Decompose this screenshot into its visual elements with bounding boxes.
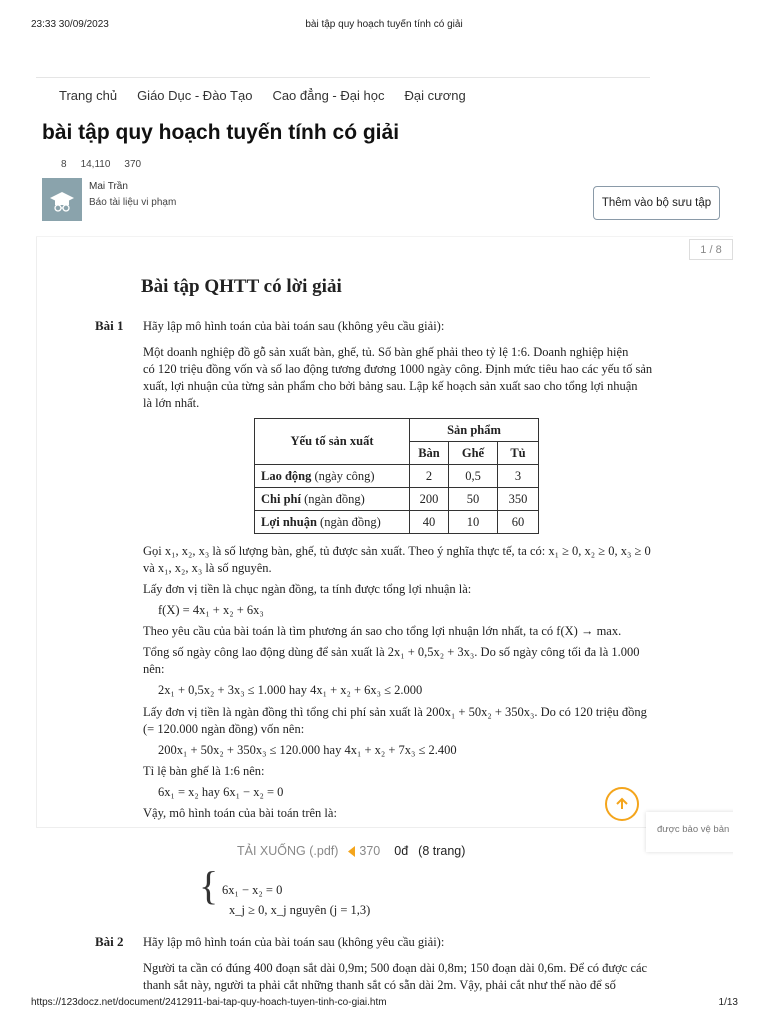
table-row: [255, 465, 539, 488]
print-page-title: bài tập quy hoạch tuyến tính có giải: [305, 19, 463, 30]
print-datetime: 23:33 30/09/2023: [31, 19, 109, 30]
author-name[interactable]: Mai Trần: [89, 181, 128, 192]
body-line: Lấy đơn vị tiền là chục ngàn đồng, ta tính được tổng lợi nhuận là:: [143, 582, 472, 596]
page-indicator: 1 / 8: [689, 239, 733, 260]
nav-college[interactable]: Cao đẳng - Đại học: [272, 88, 385, 103]
table-cell: 10: [449, 511, 498, 534]
table-cell: (ngàn đồng): [300, 491, 365, 506]
table-cell: Chi phí: [261, 491, 301, 506]
constraint-line: x_j ≥ 0, x_j nguyên (j = 1,3): [229, 903, 371, 917]
table-cell: Lợi nhuận: [261, 514, 317, 529]
paragraph-line: có 120 triệu đồng vốn và số lao động tương đương 1000 ngày công. Định mức tiêu hao các yếu tố sản: [143, 362, 653, 376]
table-cell: 3: [498, 465, 539, 488]
breadcrumb: [59, 88, 466, 103]
body-line: nên:: [143, 662, 165, 676]
table-cell: 60: [498, 511, 539, 534]
download-count-value: 370: [359, 844, 381, 858]
paragraph-line: xuất, lợi nhuận của từng sản phẩm cho bởi bảng sau. Lập kế hoạch sản xuất sao cho tổng lợi nhuận: [143, 379, 638, 393]
body-line: (= 120.000 ngàn đồng) vốn nên:: [143, 722, 305, 736]
table-cell: (ngàn đồng): [316, 514, 381, 529]
table-cell: (ngày công): [311, 468, 375, 483]
table-cell: Lao động: [261, 468, 312, 483]
arrow-up-icon: [614, 796, 630, 812]
paragraph-line: thanh sắt này, người ta phải cắt những thanh sắt có sẵn dài 2m. Vậy, phải cắt như thế nào để số: [143, 978, 616, 992]
table-col-header: Ghế: [449, 442, 498, 465]
table-row: [255, 488, 539, 511]
document-heading: Bài tập QHTT có lời giải: [141, 276, 342, 297]
graduation-cap-icon: [42, 178, 82, 221]
exercise-1-prompt: Hãy lập mô hình toán của bài toán sau (không yêu cầu giải):: [143, 319, 445, 333]
formula: 200x₁ + 50x₂ + 350x₃ ≤ 120.000 hay 4x₁ + x₂ + 7x₃ ≤ 2.400: [158, 743, 457, 757]
download-price: 0đ: [394, 844, 409, 858]
paragraph-line: Người ta cần có đúng 400 đoạn sắt dài 0,9m; 500 đoạn dài 0,8m; 150 đoạn dài 0,6m. Để có được các: [143, 961, 648, 975]
exercise-1-label: Bài 1: [95, 318, 124, 333]
body-line: Lấy đơn vị tiền là ngàn đồng thì tổng chi phí sản xuất là 200x₁ + 50x₂ + 350x₃. Do có 120 triệu đồng: [143, 705, 647, 719]
viewer-edge: [733, 236, 768, 1006]
report-link[interactable]: Báo tài liệu vi phạm: [89, 197, 177, 208]
body-line: Gọi x₁, x₂, x₃ là số lượng bàn, ghế, tủ được sản xuất. Theo ý nghĩa thực tế, ta có: x₁ ≥ 0, x₂ ≥ 0, x₃ ≥ 0: [143, 544, 651, 558]
print-page-number: 1/13: [718, 997, 738, 1008]
constraint-line: 6x₁ − x₂ = 0: [222, 883, 283, 897]
exercise-2-label: Bài 2: [95, 934, 124, 949]
body-line: và x₁, x₂, x₃ là số nguyên.: [143, 561, 272, 575]
nav-general[interactable]: Đại cương: [404, 88, 466, 103]
table-col-header: Tủ: [498, 442, 539, 465]
table-row: [255, 511, 539, 534]
download-pages: (8 trang): [418, 844, 466, 858]
paragraph-line: Một doanh nghiệp đồ gỗ sản xuất bàn, ghế, tủ. Số bàn ghế phải theo tỷ lệ 1:6. Doanh nghiệp hiện: [143, 345, 629, 359]
formula: 2x₁ + 0,5x₂ + 3x₃ ≤ 1.000 hay 4x₁ + x₂ + 6x₃ ≤ 2.000: [158, 683, 423, 697]
add-to-collection-button[interactable]: Thêm vào bộ sưu tập: [593, 186, 720, 220]
table-cell: 200: [410, 488, 449, 511]
table-cell: 2: [410, 465, 449, 488]
download-button[interactable]: TẢI XUỐNG (.pdf): [237, 844, 339, 858]
nav-home[interactable]: Trang chủ: [59, 88, 118, 103]
doc-stats: [61, 159, 141, 170]
stat-pages: 8: [61, 159, 67, 170]
caret-left-icon: [348, 846, 356, 857]
nav-education[interactable]: Giáo Dục - Đào Tạo: [137, 88, 253, 103]
table-col-header: Bàn: [410, 442, 449, 465]
body-line: Vậy, mô hình toán của bài toán trên là:: [143, 806, 337, 820]
formula: f(X) = 4x₁ + x₂ + 6x₃: [158, 603, 264, 617]
table-cell: 350: [498, 488, 539, 511]
scroll-top-button[interactable]: [605, 787, 639, 821]
brace: {: [199, 863, 219, 908]
table-header: Yếu tố sản xuất: [255, 419, 410, 465]
stat-downloads: 370: [124, 159, 142, 170]
table-cell: 50: [449, 488, 498, 511]
production-table: [254, 418, 539, 534]
page-title: bài tập quy hoạch tuyến tính có giải: [42, 121, 400, 144]
exercise-2-prompt: Hãy lập mô hình toán của bài toán sau (không yêu cầu giải):: [143, 935, 445, 949]
formula: 6x₁ = x₂ hay 6x₁ − x₂ = 0: [158, 785, 284, 799]
download-count: [348, 844, 380, 858]
copyright-notice: được bảo vệ bản: [646, 812, 736, 852]
top-divider: [36, 77, 650, 78]
table-header: Sản phẩm: [410, 419, 539, 442]
body-line: Theo yêu cầu của bài toán là tìm phương án sao cho tổng lợi nhuận lớn nhất, ta có f(X) → max.: [143, 624, 622, 638]
table-cell: 40: [410, 511, 449, 534]
avatar[interactable]: [42, 178, 82, 221]
stat-views: 14,110: [80, 159, 111, 170]
body-line: Tỉ lệ bàn ghế là 1:6 nên:: [143, 764, 265, 778]
table-cell: 0,5: [449, 465, 498, 488]
download-info[interactable]: [237, 844, 465, 858]
print-url: https://123docz.net/document/2412911-bai-tap-quy-hoach-tuyen-tinh-co-giai.htm: [31, 997, 387, 1008]
body-line: Tổng số ngày công lao động dùng để sản xuất là 2x₁ + 0,5x₂ + 3x₃. Do số ngày công tối đa là 1.000: [143, 645, 640, 659]
paragraph-line: là lớn nhất.: [143, 396, 200, 410]
